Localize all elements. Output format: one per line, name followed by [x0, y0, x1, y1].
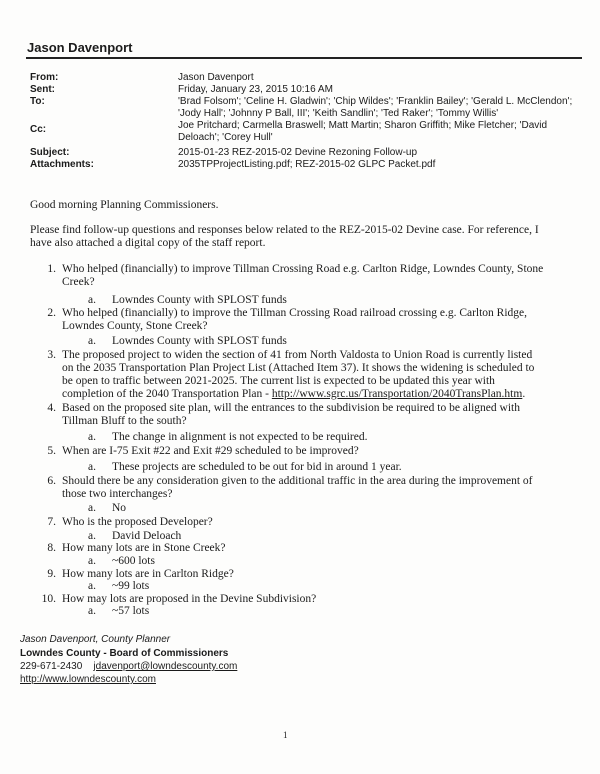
from-label: From:: [30, 72, 59, 83]
question-text: The proposed project to widen the section of 41 from North Valdosta to Union Road is currently listed: [62, 349, 533, 361]
sent-label: Sent:: [30, 84, 55, 95]
item-number: 1.: [47, 263, 56, 275]
subject-label: Subject:: [30, 147, 70, 158]
to-line-1: 'Brad Folsom'; 'Celine H. Gladwin'; 'Chip Wildes'; 'Franklin Bailey'; 'Gerald L. McClendon';: [178, 96, 573, 107]
answer-letter: a.: [88, 335, 96, 347]
answer-letter: a.: [88, 555, 96, 567]
cc-line-1: Joe Pritchard; Carmella Braswell; Matt Martin; Sharon Griffith; Mike Fletcher; 'David: [178, 120, 548, 131]
intro-line-2: have also attached a digital copy of the staff report.: [30, 237, 266, 249]
question-text: on the 2035 Transportation Plan Project List (Attached Item 37). It shows the widening is scheduled to: [62, 362, 535, 374]
question-text: Who helped (financially) to improve the Tillman Crossing Road railroad crossing e.g. Carlton Ridge,: [62, 307, 528, 319]
question-text: Who helped (financially) to improve Tillman Crossing Road e.g. Carlton Ridge, Lowndes County, Stone: [62, 263, 544, 275]
signature-contact: [20, 661, 237, 673]
signature-email-link[interactable]: jdavenport@lowndescounty.com: [93, 661, 238, 672]
signature-website-link[interactable]: http://www.lowndescounty.com: [20, 674, 156, 685]
item-number: 7.: [47, 516, 56, 528]
answer-letter: a.: [88, 530, 96, 542]
question-text-prefix: completion of the 2040 Transportation Plan -: [62, 388, 272, 400]
transportation-plan-link[interactable]: http://www.sgrc.us/Transportation/2040TransPlan.htm: [271, 388, 523, 400]
question-text-suffix: .: [522, 388, 526, 400]
cc-line-2: Deloach'; 'Corey Hull': [178, 132, 273, 143]
intro-line-1: Please find follow-up questions and responses below related to the REZ-2015-02 Devine case. For reference, I: [30, 224, 539, 236]
answer-text: Lowndes County with SPLOST funds: [112, 335, 287, 347]
question-text: [62, 388, 562, 401]
answer-text: David Deloach: [112, 530, 182, 542]
header-divider: [26, 57, 582, 59]
answer-letter: a.: [88, 580, 96, 592]
question-text: be open to traffic between 2021-2025. The current list is expected to be updated this year with: [62, 375, 495, 387]
question-text: Creek?: [62, 276, 95, 288]
question-text: How many lots are in Carlton Ridge?: [62, 568, 234, 580]
to-label: To:: [30, 96, 45, 107]
item-number: 2.: [47, 307, 56, 319]
answer-letter: a.: [88, 461, 96, 473]
question-text: How many lots are in Stone Creek?: [62, 542, 226, 554]
item-number: 10.: [41, 593, 56, 605]
cc-label: Cc:: [30, 124, 47, 135]
question-text: Should there be any consideration given to the additional traffic in the area during the improvement of: [62, 475, 533, 487]
question-text: Based on the proposed site plan, will the entrances to the subdivision be required to be aligned with: [62, 402, 520, 414]
item-number: 8.: [47, 542, 56, 554]
greeting: Good morning Planning Commissioners.: [30, 199, 219, 211]
answer-letter: a.: [88, 294, 96, 306]
answer-letter: a.: [88, 431, 96, 443]
question-text: How may lots are proposed in the Devine Subdivision?: [62, 593, 317, 605]
answer-text: ~57 lots: [112, 605, 150, 617]
item-number: 3.: [47, 349, 56, 361]
question-text: Lowndes County, Stone Creek?: [62, 320, 208, 332]
attachments-value: 2035TPProjectListing.pdf; REZ-2015-02 GLPC Packet.pdf: [178, 159, 436, 170]
item-number: 6.: [47, 475, 56, 487]
answer-text: The change in alignment is not expected to be required.: [112, 431, 368, 443]
answer-text: ~99 lots: [112, 580, 150, 592]
answer-letter: a.: [88, 502, 96, 514]
to-line-2: 'Jody Hall'; 'Johnny P Ball, III'; 'Keith Sandlin'; 'Ted Raker'; 'Tommy Willis': [178, 108, 499, 119]
question-text: When are I-75 Exit #22 and Exit #29 scheduled to be improved?: [62, 445, 359, 457]
question-text: Tillman Bluff to the south?: [62, 415, 187, 427]
sender-name: Jason Davenport: [27, 40, 133, 55]
item-number: 4.: [47, 402, 56, 414]
answer-text: These projects are scheduled to be out for bid in around 1 year.: [112, 461, 402, 473]
signature-org: Lowndes County - Board of Commissioners: [20, 648, 229, 659]
page-number: 1: [283, 730, 288, 740]
answer-text: ~600 lots: [112, 555, 155, 567]
item-number: 5.: [47, 445, 56, 457]
subject-value: 2015-01-23 REZ-2015-02 Devine Rezoning Follow-up: [178, 147, 418, 158]
from-value: Jason Davenport: [178, 72, 254, 83]
signature-name: Jason Davenport, County Planner: [20, 634, 171, 645]
signature-phone: 229-671-2430: [20, 661, 83, 672]
signature-website: [20, 674, 156, 686]
question-text: those two interchanges?: [62, 488, 173, 500]
attachments-label: Attachments:: [30, 159, 94, 170]
item-number: 9.: [47, 568, 56, 580]
sent-value: Friday, January 23, 2015 10:16 AM: [178, 84, 333, 95]
answer-text: No: [112, 502, 127, 514]
answer-text: Lowndes County with SPLOST funds: [112, 294, 287, 306]
question-text: Who is the proposed Developer?: [62, 516, 213, 528]
answer-letter: a.: [88, 605, 96, 617]
